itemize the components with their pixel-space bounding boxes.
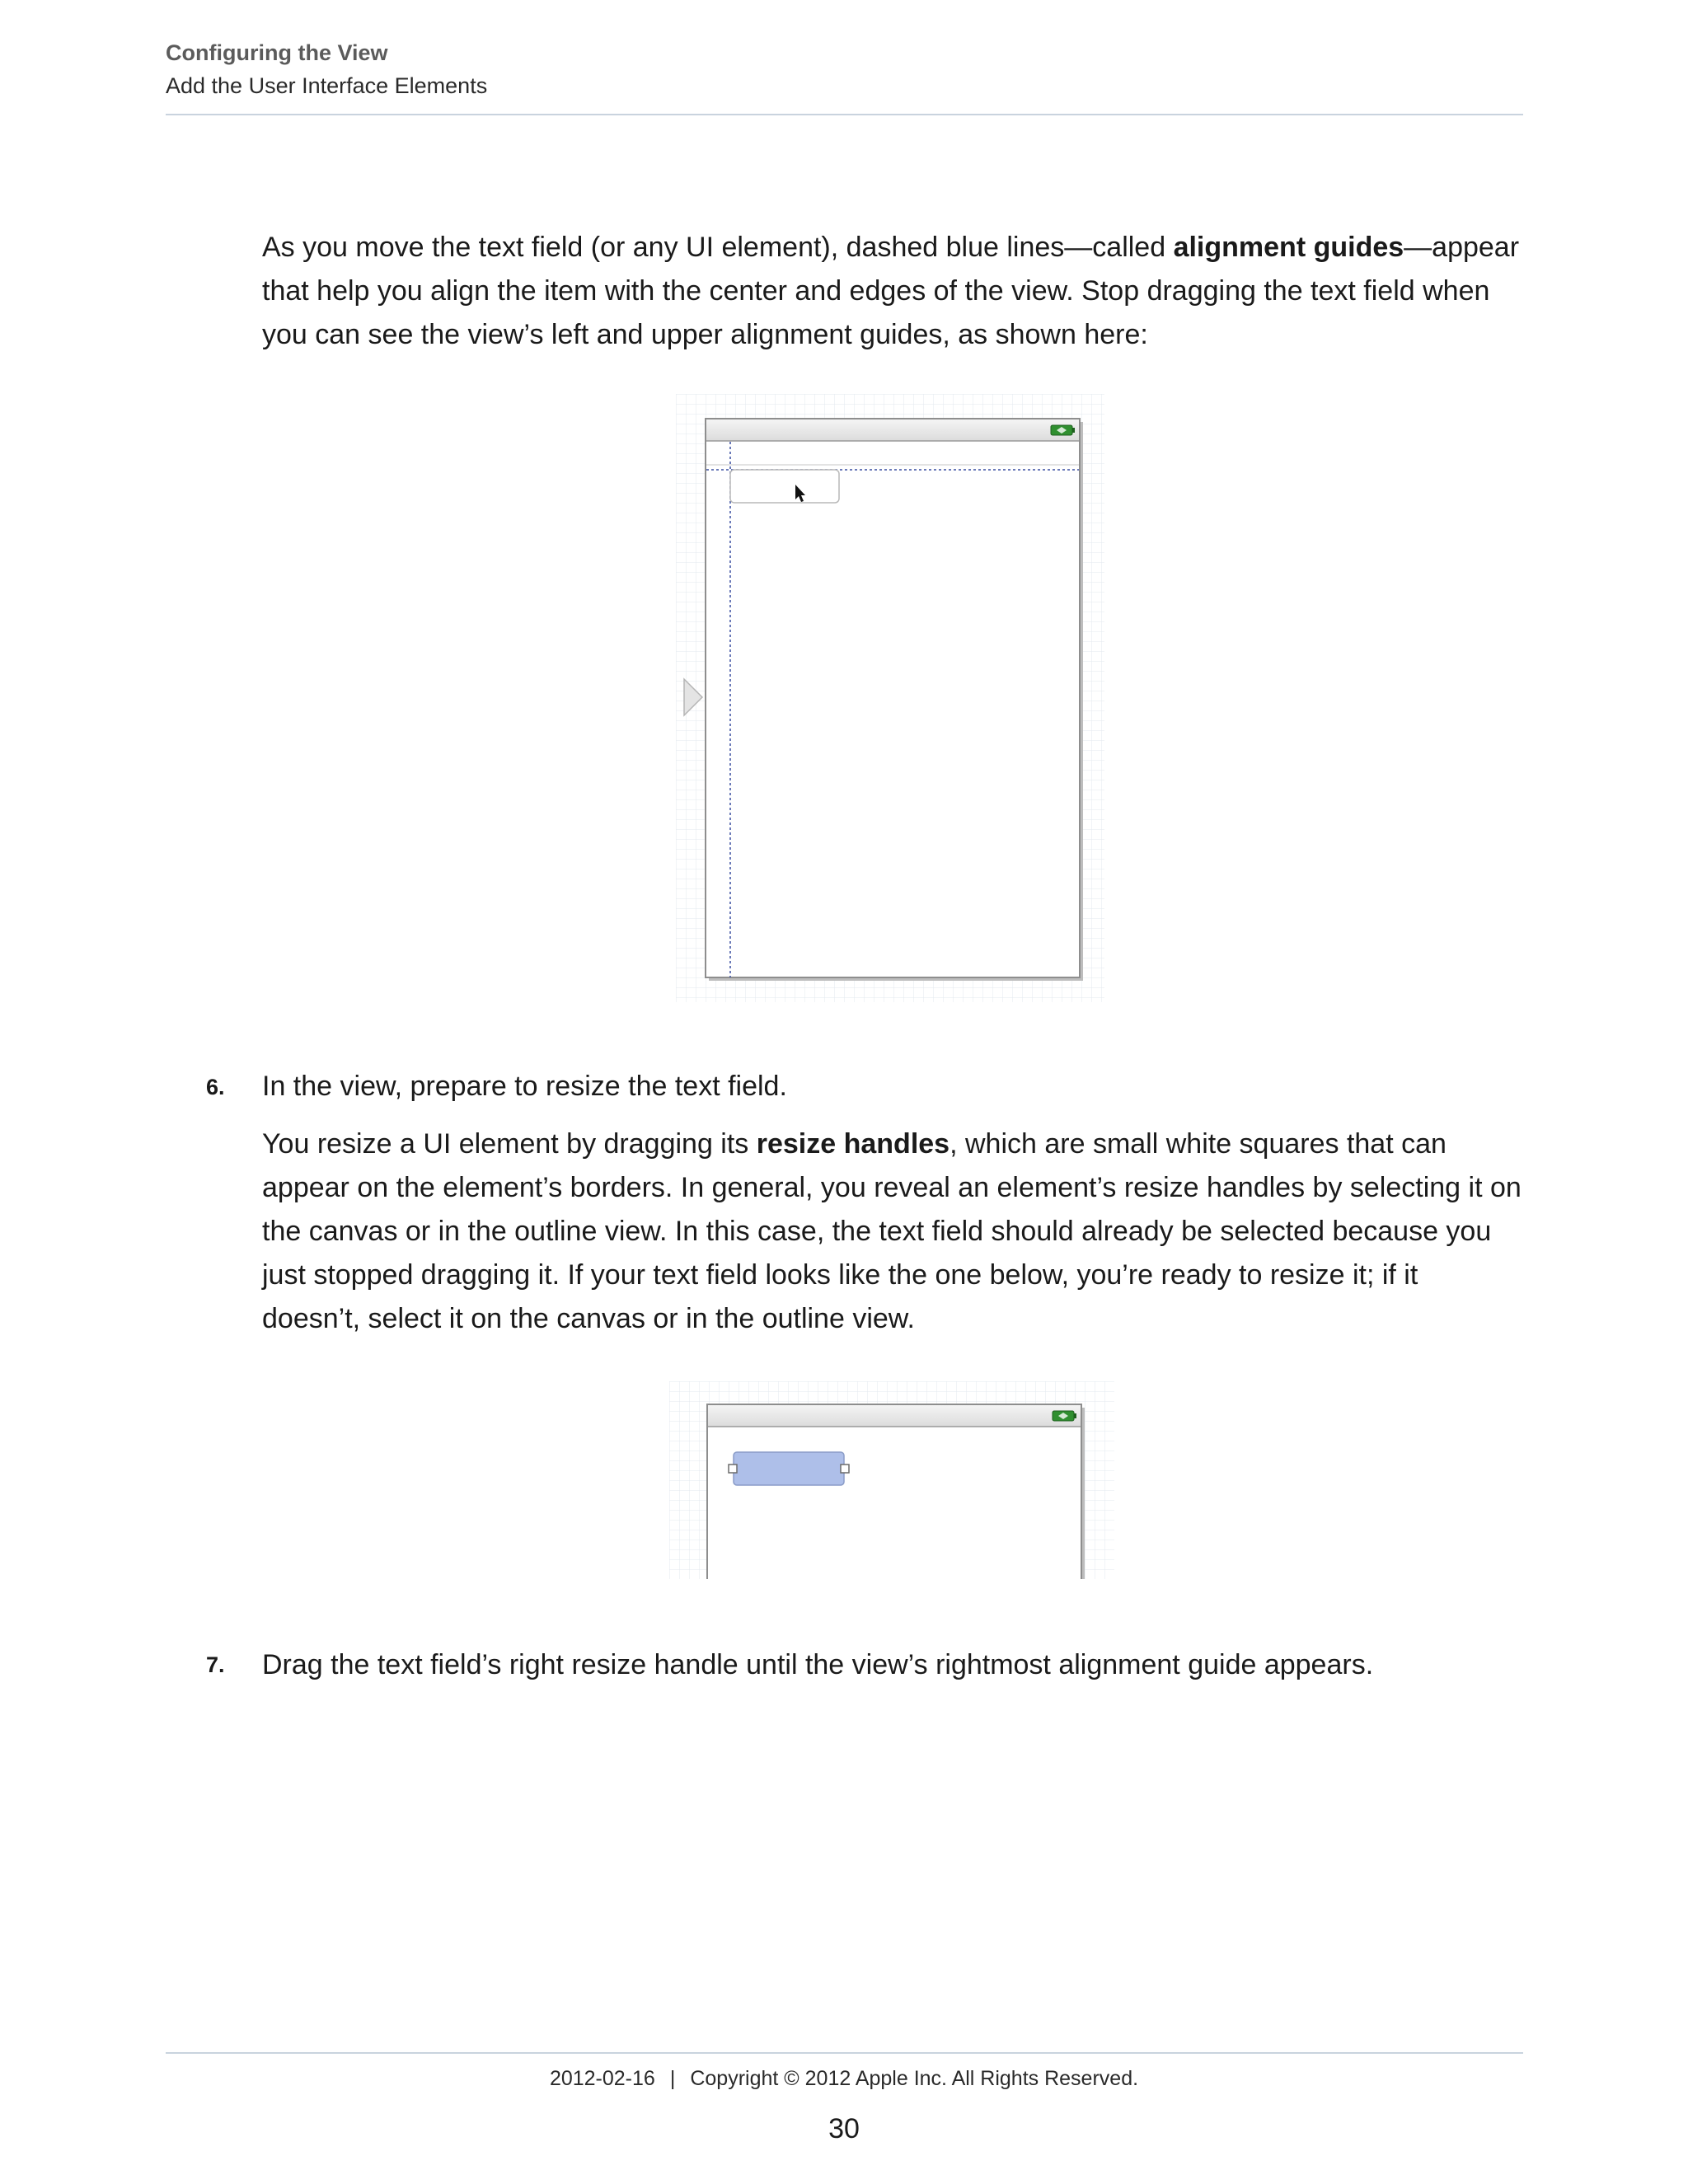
- intro-text-before: As you move the text field (or any UI element), dashed blue lines—called: [262, 232, 1174, 263]
- text-field: [730, 470, 839, 503]
- intro-text-after: —appear that help you align the item with the center and edges of the view. Stop dragging the text field when you can see the view’s left and upper alignment guides, as shown here:: [262, 232, 1520, 350]
- page-header: [166, 36, 1523, 102]
- step-6-number: 6.: [206, 1075, 225, 1099]
- status-bar: [708, 1405, 1081, 1427]
- step-7-number: 7.: [206, 1652, 225, 1677]
- battery-icon: [1053, 1411, 1076, 1421]
- step-6-body-before: You resize a UI element by dragging its: [262, 1128, 757, 1160]
- step-6-bold-term: resize handles: [756, 1128, 950, 1160]
- step-7-title: Drag the text field’s right resize handle until the view’s rightmost alignment guide appears.: [262, 1649, 1374, 1680]
- figure-alignment-guides: [676, 394, 1104, 1002]
- footer-copyright: Copyright © 2012 Apple Inc. All Rights Reserved.: [690, 2067, 1139, 2090]
- page-number: 30: [828, 2113, 860, 2144]
- status-bar: [706, 419, 1079, 441]
- figure-resize-handles: [669, 1381, 1114, 1579]
- step-6-body-after: , which are small white squares that can appear on the element’s borders. In general, you reveal an element’s resize handles by selecting it on the canvas or in the outline view. In this case, the text field should already be selected because you just stopped dragging it. If your text field looks like the one below, you’re ready to resize it; if it doesn’t, select it on the canvas or in the outline view.: [262, 1128, 1522, 1334]
- step-6-body: [262, 1122, 1523, 1341]
- footer-divider: [166, 2052, 1523, 2054]
- chapter-title: Configuring the View: [166, 40, 388, 65]
- battery-icon: [1051, 425, 1075, 435]
- step-6-title: In the view, prepare to resize the text field.: [262, 1071, 787, 1102]
- selected-text-field: [734, 1452, 844, 1485]
- intro-paragraph: [262, 226, 1523, 357]
- footer-date: 2012-02-16: [549, 2067, 655, 2090]
- footer: [0, 2067, 1688, 2091]
- intro-bold-term: alignment guides: [1173, 232, 1404, 263]
- header-divider: [166, 114, 1523, 115]
- left-resize-handle: [729, 1465, 737, 1473]
- section-title: Add the User Interface Elements: [166, 73, 488, 98]
- footer-separator: |: [669, 2067, 676, 2090]
- right-resize-handle: [841, 1465, 849, 1473]
- view-frame: [707, 1404, 1081, 1579]
